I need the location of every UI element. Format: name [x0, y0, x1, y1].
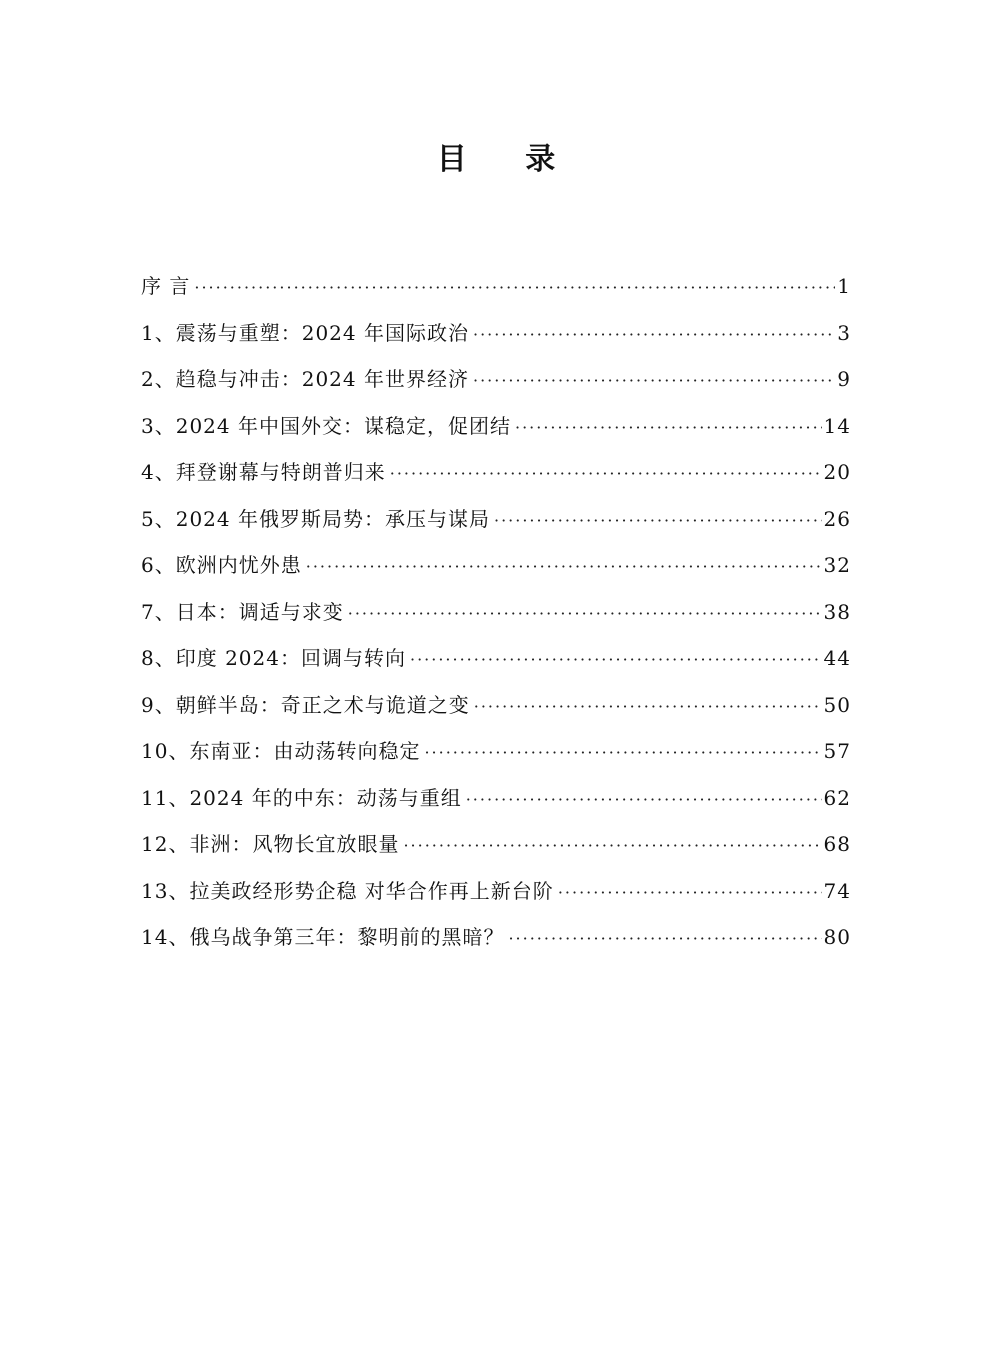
toc-page-number: 62: [823, 785, 851, 810]
toc-entry-title: 1、震荡与重塑：2024 年国际政治: [141, 320, 469, 345]
toc-entry[interactable]: [141, 824, 851, 871]
toc-entry[interactable]: [141, 778, 851, 825]
toc-entry-title: 2、趋稳与冲击：2024 年世界经济: [141, 367, 469, 391]
toc-entry[interactable]: [141, 545, 851, 592]
toc-page-number: 68: [823, 832, 851, 856]
toc-page-number: 38: [823, 599, 851, 624]
toc-entry[interactable]: [141, 685, 851, 732]
toc-dot-leader: [474, 687, 822, 727]
toc-entry[interactable]: [141, 499, 851, 546]
toc-page-number: 1: [837, 274, 851, 298]
toc-entry[interactable]: [141, 406, 851, 453]
toc-entry[interactable]: [141, 359, 851, 406]
toc-entry-title: 12、非洲：风物长宜放眼量: [141, 832, 400, 856]
table-of-contents: [141, 266, 851, 964]
toc-entry[interactable]: [141, 917, 851, 964]
toc-entry-title: 10、东南亚：由动荡转向稳定: [141, 739, 421, 763]
toc-page-number: 9: [837, 367, 851, 391]
toc-page-number: 14: [823, 413, 851, 438]
toc-entry-title: 序 言: [141, 274, 191, 298]
toc-dot-leader: [515, 408, 822, 448]
toc-page-number: 3: [837, 320, 851, 345]
toc-page-number: 74: [823, 878, 851, 903]
toc-entry[interactable]: [141, 871, 851, 918]
toc-entry[interactable]: [141, 452, 851, 499]
toc-dot-leader: [194, 268, 835, 308]
page-title: 目 录: [436, 142, 580, 177]
toc-dot-leader: [466, 780, 822, 820]
toc-page-number: 20: [823, 460, 851, 484]
toc-entry-title: 6、欧洲内忧外患: [141, 553, 302, 577]
toc-page-number: 57: [823, 739, 851, 763]
toc-dot-leader: [306, 547, 822, 587]
toc-dot-leader: [508, 919, 821, 959]
toc-dot-leader: [494, 501, 822, 541]
toc-page-number: 32: [823, 553, 851, 577]
toc-dot-leader: [410, 640, 822, 680]
toc-entry-title: 11、2024 年的中东：动荡与重组: [141, 785, 462, 810]
toc-page-number: 26: [823, 506, 851, 531]
toc-entry-title: 4、拜登谢幕与特朗普归来: [141, 460, 386, 484]
toc-dot-leader: [558, 873, 822, 913]
toc-page-number: 44: [823, 646, 851, 670]
toc-entry[interactable]: [141, 731, 851, 778]
toc-entry-title: 3、2024 年中国外交：谋稳定，促团结: [141, 413, 511, 438]
toc-entry-title: 13、拉美政经形势企稳 对华合作再上新台阶: [141, 878, 554, 903]
toc-page-number: 50: [823, 692, 851, 717]
toc-entry-preface[interactable]: [141, 266, 851, 313]
toc-entry-title: 7、日本：调适与求变: [141, 599, 344, 624]
toc-dot-leader: [424, 733, 821, 773]
toc-dot-leader: [390, 454, 822, 494]
toc-entry[interactable]: [141, 638, 851, 685]
toc-dot-leader: [473, 361, 835, 401]
toc-dot-leader: [348, 594, 822, 634]
toc-entry-title: 14、俄乌战争第三年：黎明前的黑暗？: [141, 925, 505, 949]
toc-entry[interactable]: [141, 592, 851, 639]
toc-entry[interactable]: [141, 313, 851, 360]
toc-page-number: 80: [823, 925, 851, 949]
toc-dot-leader: [403, 826, 821, 866]
toc-entry-title: 8、印度 2024：回调与转向: [141, 646, 406, 670]
toc-entry-title: 5、2024 年俄罗斯局势：承压与谋局: [141, 506, 490, 531]
toc-dot-leader: [473, 315, 835, 355]
toc-entry-title: 9、朝鲜半岛：奇正之术与诡道之变: [141, 692, 470, 717]
